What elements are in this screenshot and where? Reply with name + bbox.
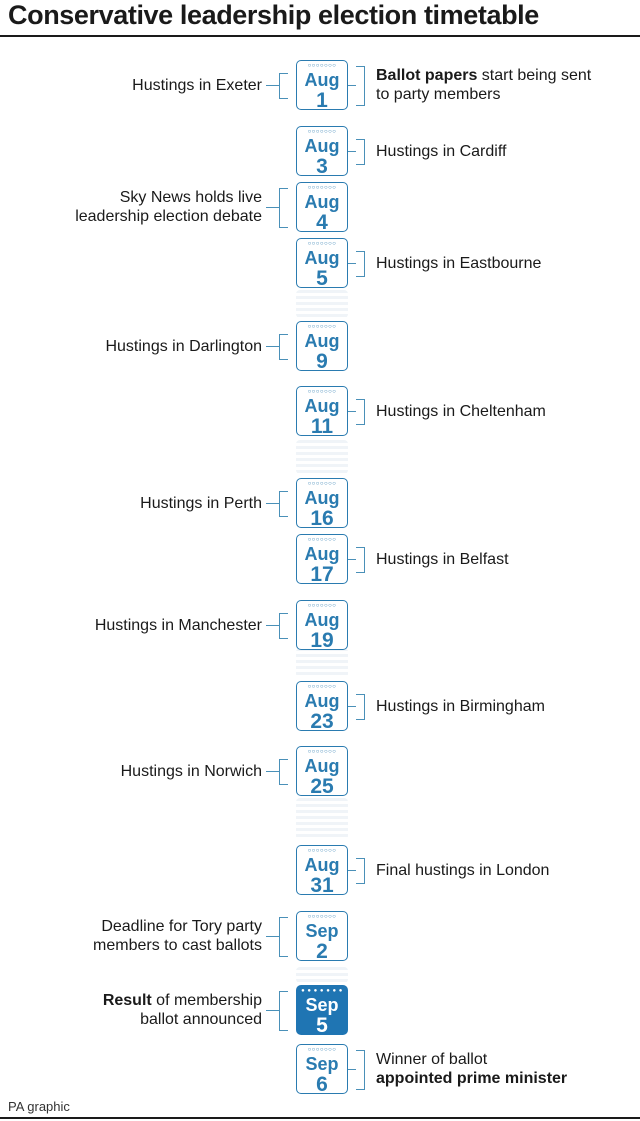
calendar-date-icon <box>296 478 348 528</box>
calendar-day: 5 <box>316 267 328 290</box>
event-label-bold: Result <box>102 992 152 1009</box>
calendar-date-icon <box>296 238 348 288</box>
calendar-month: Sep <box>305 1054 339 1074</box>
right-bracket <box>356 139 365 165</box>
event-label-text: Hustings in Exeter <box>132 76 262 94</box>
calendar-day: 9 <box>316 350 328 373</box>
connector-line <box>348 151 356 152</box>
connector-line <box>266 207 279 208</box>
calendar-rings-icon: ○○○○○○○ <box>307 481 337 487</box>
connector-line <box>266 346 279 347</box>
calendar-date-icon <box>296 126 348 176</box>
connector-line <box>266 503 279 504</box>
event-label-line <box>376 1050 567 1069</box>
calendar-day: 11 <box>310 415 334 438</box>
connector-line <box>266 85 279 86</box>
left-bracket <box>279 917 288 957</box>
event-label <box>121 762 262 781</box>
event-label-text: Hustings in Birmingham <box>376 697 545 715</box>
event-label-line <box>376 254 541 273</box>
event-label-text: Hustings in Cheltenham <box>376 402 546 420</box>
event-label-line <box>105 337 262 356</box>
calendar-day: 5 <box>316 1014 328 1037</box>
event-label-line <box>376 1069 567 1088</box>
calendar-month: Aug <box>304 488 340 508</box>
event-label-line <box>75 188 262 207</box>
event-label <box>376 697 545 716</box>
event-label-line <box>376 66 591 85</box>
calendar-date-icon <box>296 845 348 895</box>
faded-calendar-gap <box>296 648 348 678</box>
calendar-date-icon <box>296 386 348 436</box>
event-label <box>376 1050 567 1088</box>
calendar-month: Aug <box>304 248 340 268</box>
calendar-rings-icon: ○○○○○○○ <box>307 63 337 69</box>
faded-calendar-gap <box>296 798 348 840</box>
right-bracket <box>356 858 365 884</box>
event-label-line <box>376 861 549 880</box>
calendar-day: 23 <box>310 710 334 733</box>
event-label-line <box>376 85 591 104</box>
calendar-month: Aug <box>304 855 340 875</box>
faded-calendar-gap <box>296 290 348 318</box>
event-label-bold: appointed prime minister <box>376 1070 568 1087</box>
event-label-text: Hustings in Norwich <box>120 762 262 780</box>
calendar-month: Aug <box>304 544 340 564</box>
calendar-rings-icon: ○○○○○○○ <box>307 389 337 395</box>
left-bracket <box>279 73 288 99</box>
calendar-rings-icon: ○○○○○○○ <box>307 914 337 920</box>
right-bracket <box>356 547 365 573</box>
event-label-line <box>93 917 262 936</box>
event-label-line <box>140 494 262 513</box>
calendar-rings-icon: ○○○○○○○ <box>307 537 337 543</box>
calendar-month: Aug <box>304 70 340 90</box>
left-bracket <box>279 613 288 639</box>
event-label-text: Deadline for Tory party <box>101 918 262 935</box>
calendar-day: 31 <box>310 874 334 897</box>
calendar-month: Sep <box>305 995 339 1015</box>
credit: PA graphic <box>8 1099 70 1114</box>
event-label-line <box>75 207 262 226</box>
event-label-line <box>376 550 509 569</box>
event-label-line <box>93 936 262 955</box>
left-bracket <box>279 334 288 360</box>
calendar-day: 19 <box>310 629 334 652</box>
left-bracket <box>279 491 288 517</box>
right-bracket <box>356 399 365 425</box>
event-label-text: Winner of ballot <box>376 1051 488 1068</box>
event-label-line <box>376 142 506 161</box>
event-label <box>95 616 262 635</box>
calendar-rings-icon: ○○○○○○○ <box>307 749 337 755</box>
calendar-date-icon <box>296 321 348 371</box>
event-label-text: to party members <box>376 86 501 103</box>
calendar-month: Aug <box>304 756 340 776</box>
calendar-date-icon <box>296 681 348 731</box>
event-label <box>93 917 262 955</box>
left-bracket <box>279 188 288 228</box>
event-label <box>103 991 262 1029</box>
connector-line <box>348 85 356 86</box>
connector-line <box>348 706 356 707</box>
event-label-line <box>121 762 262 781</box>
calendar-rings-icon: ○○○○○○○ <box>307 848 337 854</box>
calendar-rings-icon: ○○○○○○○ <box>307 129 337 135</box>
event-label-line <box>376 402 546 421</box>
calendar-day: 2 <box>316 940 328 963</box>
calendar-date-icon <box>296 534 348 584</box>
right-bracket <box>356 694 365 720</box>
calendar-date-icon <box>296 746 348 796</box>
event-label <box>75 188 262 226</box>
event-label <box>376 861 549 880</box>
calendar-day: 1 <box>316 89 328 112</box>
calendar-day: 4 <box>316 211 328 234</box>
event-label-bold: Ballot papers <box>376 67 478 84</box>
connector-line <box>348 559 356 560</box>
calendar-rings-icon: ● ● ● ● ● ● ● <box>301 988 343 994</box>
footer-rule <box>0 1117 640 1119</box>
event-label-text: Hustings in Perth <box>140 494 262 512</box>
calendar-date-icon <box>296 911 348 961</box>
connector-line <box>266 1010 279 1011</box>
event-label-text: members to cast ballots <box>93 937 262 954</box>
event-label-text: Hustings in Darlington <box>105 337 262 355</box>
event-label-line <box>95 616 262 635</box>
event-label-text: leadership election debate <box>75 208 262 225</box>
calendar-rings-icon: ○○○○○○○ <box>307 1047 337 1053</box>
calendar-date-icon <box>296 182 348 232</box>
event-label <box>140 494 262 513</box>
connector-line <box>348 263 356 264</box>
connector-line <box>266 771 279 772</box>
page-title: Conservative leadership election timetable <box>8 0 539 30</box>
event-label-text: ballot announced <box>140 1011 262 1028</box>
connector-line <box>348 870 356 871</box>
calendar-month: Sep <box>305 921 339 941</box>
calendar-month: Aug <box>304 331 340 351</box>
event-label-line <box>132 76 262 95</box>
calendar-day: 25 <box>310 775 334 798</box>
faded-calendar-gap <box>296 967 348 983</box>
connector-line <box>348 1069 356 1070</box>
calendar-date-icon <box>296 1044 348 1094</box>
event-label-text: start being sent <box>477 67 592 84</box>
right-bracket <box>356 251 365 277</box>
calendar-day: 3 <box>316 155 328 178</box>
event-label-line <box>103 1010 262 1029</box>
left-bracket <box>279 759 288 785</box>
connector-line <box>266 625 279 626</box>
calendar-day: 16 <box>310 507 334 530</box>
calendar-rings-icon: ○○○○○○○ <box>307 603 337 609</box>
event-label <box>376 550 509 569</box>
calendar-rings-icon: ○○○○○○○ <box>307 185 337 191</box>
calendar-month: Aug <box>304 192 340 212</box>
calendar-rings-icon: ○○○○○○○ <box>307 241 337 247</box>
event-label-text: Hustings in Cardiff <box>376 142 507 160</box>
left-bracket <box>279 991 288 1031</box>
event-label-text: of membership <box>151 992 262 1009</box>
event-label-text: Hustings in Eastbourne <box>376 254 542 272</box>
event-label-text: Hustings in Manchester <box>94 616 262 634</box>
calendar-day: 17 <box>310 563 334 586</box>
event-label <box>376 402 546 421</box>
event-label-line <box>103 991 262 1010</box>
connector-line <box>348 411 356 412</box>
event-label <box>376 66 591 104</box>
calendar-month: Aug <box>304 691 340 711</box>
event-label <box>376 142 506 161</box>
calendar-date-icon <box>296 600 348 650</box>
event-label-text: Sky News holds live <box>119 189 262 206</box>
event-label <box>132 76 262 95</box>
event-label-text: Final hustings in London <box>376 861 550 879</box>
faded-calendar-gap <box>296 440 348 474</box>
calendar-rings-icon: ○○○○○○○ <box>307 684 337 690</box>
event-label <box>105 337 262 356</box>
calendar-day: 6 <box>316 1073 328 1096</box>
calendar-month: Aug <box>304 610 340 630</box>
calendar-date-icon <box>296 60 348 110</box>
calendar-rings-icon: ○○○○○○○ <box>307 324 337 330</box>
calendar-date-icon <box>296 985 348 1035</box>
right-bracket <box>356 66 365 106</box>
event-label-text: Hustings in Belfast <box>376 550 509 568</box>
event-label <box>376 254 541 273</box>
calendar-month: Aug <box>304 396 340 416</box>
event-label-line <box>376 697 545 716</box>
right-bracket <box>356 1050 365 1090</box>
calendar-month: Aug <box>304 136 340 156</box>
connector-line <box>266 936 279 937</box>
